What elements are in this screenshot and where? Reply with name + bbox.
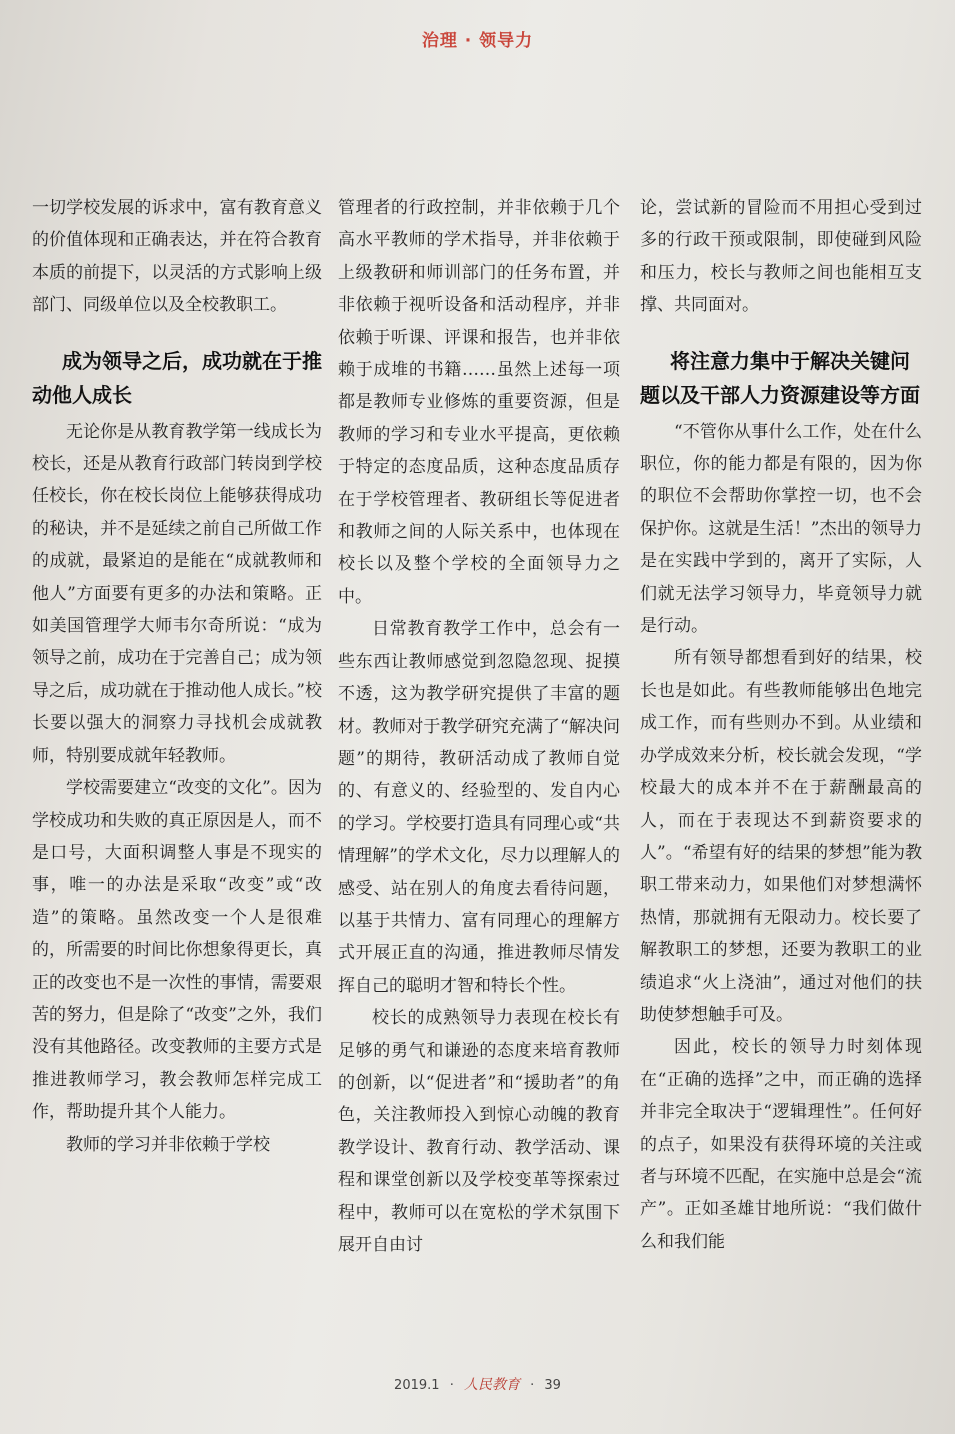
- body-paragraph: 学校需要建立“改变的文化”。因为学校成功和失败的真正原因是人，而不是口号，大面积调整人事是不现实的事，唯一的办法是采取“改变”或“改造”的策略。虽然改变一个人是很难的，所需要的时间比你想象得更长，真正的改变也不是一次性的事情，需要艰苦的努力，但是除了“改变”之外，我们没有其他路径。改变教师的主要方式是推进教师学习，教会教师怎样完成工作，帮助提升其个人能力。: [32, 778, 322, 1123]
- body-paragraph: 管理者的行政控制，并非依赖于几个高水平教师的学术指导，并非依赖于上级教研和师训部门的任务布置，并非依赖于视听设备和活动程序，并非依赖于听课、评课和报告，也并非依赖于成堆的书籍……虽然上述每一项都是教师专业修炼的重要资源，但是教师的学习和专业水平提高，更依赖于特定的态度品质，这种态度品质存在于学校管理者、教研组长等促进者和教师之间的人际关系中，也体现在校长以及整个学校的全面领导力之中。: [338, 198, 620, 607]
- body-paragraph: 所有领导都想看到好的结果，校长也是如此。有些教师能够出色地完成工作，而有些则办不到。从业绩和办学成效来分析，校长就会发现，“学校最大的成本并不在于薪酬最高的人，而在于表现达不到薪资要求的人”。“希望有好的结果的梦想”能为教职工带来动力，如果他们对梦想满怀热情，那就拥有无限动力。校长要了解教职工的梦想，还要为教职工的业绩追求“火上浇油”，通过对他们的扶助使梦想触手可及。: [640, 648, 922, 1025]
- section-heading: 将注意力集中于解决关键问题以及干部人力资源建设等方面: [640, 348, 920, 407]
- issue-number: 2019.1: [394, 1378, 440, 1393]
- footer-separator: ·: [530, 1378, 535, 1393]
- article-column-2: [338, 192, 620, 1261]
- body-paragraph: 因此，校长的领导力时刻体现在“正确的选择”之中，而正确的选择并非完全取决于“逻辑理性”。任何好的点子，如果没有获得环境的关注或者与环境不匹配，在实施中总是会“流产”。正如圣雄甘地所说：“我们做什么和我们能: [640, 1037, 922, 1252]
- section-heading: 成为领导之后，成功就在于推动他人成长: [32, 348, 322, 407]
- footer-separator: ·: [449, 1378, 454, 1393]
- body-paragraph: “不管你从事什么工作，处在什么职位，你的能力都是有限的，因为你的职位不会帮助你掌控一切，也不会保护你。这就是生活！”杰出的领导力是在实践中学到的，离开了实际，人们就无法学习领导力，毕竟领导力就是行动。: [640, 421, 922, 637]
- body-paragraph: 论，尝试新的冒险而不用担心受到过多的行政干预或限制，即使碰到风险和压力，校长与教师之间也能相互支撑、共同面对。: [640, 198, 922, 316]
- body-paragraph: 无论你是从教育教学第一线成长为校长，还是从教育行政部门转岗到学校任校长，你在校长岗位上能够获得成功的秘诀，并不是延续之前自己所做工作的成就，最紧迫的是能在“成就教师和他人”方面要有更多的办法和策略。正如美国管理学大师韦尔奇所说：“成为领导之前，成功在于完善自己；成为领导之后，成功就在于推动他人成长。”校长要以强大的洞察力寻找机会成就教师，特别要成就年轻教师。: [32, 421, 322, 766]
- article-column-1: [32, 192, 322, 1161]
- body-paragraph: 日常教育教学工作中，总会有一些东西让教师感觉到忽隐忽现、捉摸不透，这为教学研究提供了丰富的题材。教师对于教学研究充满了“解决问题”的期待，教研活动成了教师自觉的、有意义的、经验型的、发自内心的学习。学校要打造具有同理心或“共情理解”的学术文化，尽力以理解人的感受、站在别人的角度去看待问题，以基于共情力、富有同理心的理解方式开展正直的沟通，推进教师尽情发挥自己的聪明才智和特长个性。: [338, 619, 620, 996]
- body-paragraph: 校长的成熟领导力表现在校长有足够的勇气和谦逊的态度来培育教师的创新，以“促进者”和“援助者”的角色，关注教师投入到惊心动魄的教育教学设计、教育行动、教学活动、课程和课堂创新以及学校变革等探索过程中，教师可以在宽松的学术氛围下展开自由讨: [338, 1008, 620, 1255]
- page-number: 39: [544, 1378, 561, 1393]
- section-header: 治理 · 领导力: [421, 31, 534, 51]
- magazine-logo: 人民教育: [463, 1377, 520, 1393]
- body-paragraph: 一切学校发展的诉求中，富有教育意义的价值体现和正确表达，并在符合教育本质的前提下，以灵活的方式影响上级部门、同级单位以及全校教职工。: [32, 198, 322, 316]
- article-column-3: [640, 192, 922, 1258]
- page-footer: [0, 1374, 955, 1394]
- body-paragraph: 教师的学习并非依赖于学校: [66, 1134, 270, 1155]
